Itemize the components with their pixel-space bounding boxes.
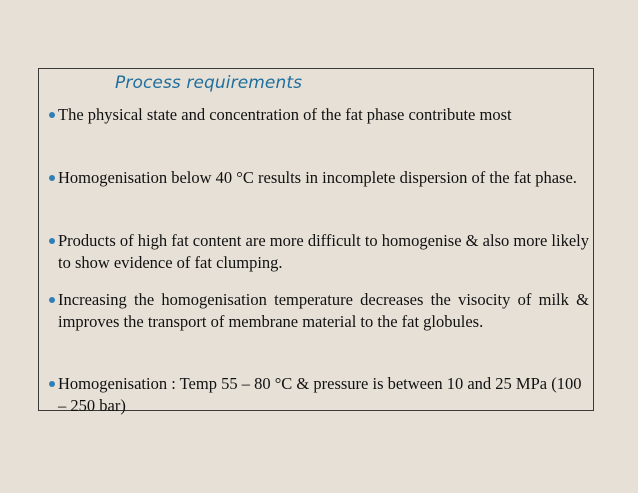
bullet-point-3	[49, 230, 589, 274]
bullet-point-1	[49, 104, 589, 126]
bullet-point-text: Homogenisation below 40 °C results in incomplete dispersion of the fat phase.	[58, 168, 577, 187]
bullet-point-text: Increasing the homogenisation temperature decreases the visocity of milk & improves the transport of membrane material to the fat globules.	[58, 290, 589, 331]
bullet-point-text: Homogenisation : Temp 55 – 80 °C & pressure is between 10 and 25 MPa (100 – 250 bar)	[58, 374, 582, 415]
slide-heading: Process requirements	[115, 73, 303, 93]
bullet-dot-icon	[49, 175, 55, 181]
bullet-point-5	[49, 373, 589, 417]
bullet-dot-icon	[49, 238, 55, 244]
bullet-point-text: The physical state and concentration of the fat phase contribute most	[58, 105, 512, 124]
bullet-dot-icon	[49, 112, 55, 118]
bullet-dot-icon	[49, 381, 55, 387]
content-box	[38, 68, 594, 415]
bullet-dot-icon	[49, 297, 55, 303]
bullet-point-2	[49, 167, 589, 189]
bullet-point-4	[49, 289, 589, 333]
bullet-point-text: Products of high fat content are more difficult to homogenise & also more likely to show evidence of fat clumping.	[58, 231, 589, 272]
